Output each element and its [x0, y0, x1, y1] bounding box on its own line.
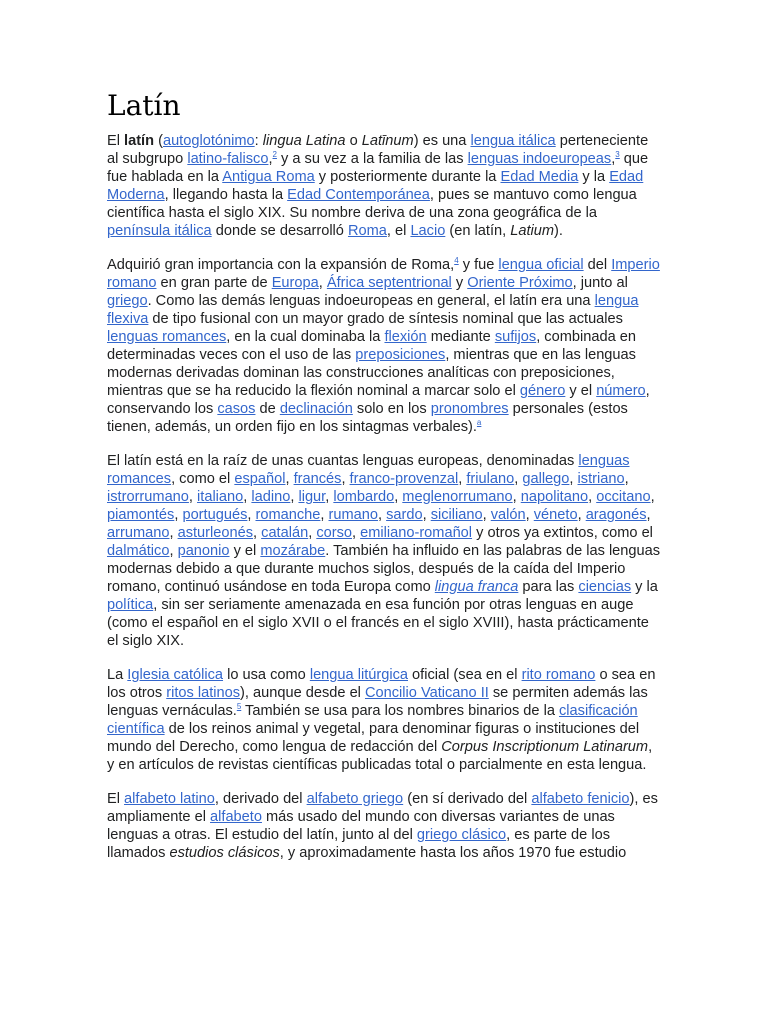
link-romanche[interactable]: romanche: [255, 507, 321, 523]
link-asturleones[interactable]: asturleonés: [177, 525, 254, 541]
link-africa-septentrional[interactable]: África septentrional: [326, 275, 452, 291]
link-italiano[interactable]: italiano: [197, 489, 244, 505]
link-lacio[interactable]: Lacio: [410, 223, 446, 239]
link-genero[interactable]: género: [519, 383, 566, 399]
link-rumano[interactable]: rumano: [328, 507, 378, 523]
link-lengua-oficial[interactable]: lengua oficial: [498, 257, 584, 273]
link-alfabeto-fenicio[interactable]: alfabeto fenicio: [531, 791, 630, 807]
link-alfabeto-griego[interactable]: alfabeto griego: [306, 791, 404, 807]
link-edad-media[interactable]: Edad Media: [500, 169, 579, 185]
page-title: Latín: [107, 89, 181, 122]
link-lenguas-indoeuropeas[interactable]: lenguas indoeuropeas: [467, 151, 612, 167]
link-valon[interactable]: valón: [490, 507, 526, 523]
link-latino-falisco[interactable]: latino-falisco: [187, 151, 269, 167]
link-portugues[interactable]: portugués: [182, 507, 248, 523]
footnote-ref[interactable]: 4: [454, 256, 459, 266]
article: [107, 88, 663, 878]
link-rito-romano[interactable]: rito romano: [521, 667, 596, 683]
paragraph-2: Adquirió gran importancia con la expansión de Roma,$^4$ y fue lengua oficial del Imperio romano en gran parte de Europa, África septentrional y Oriente Próximo, junto al griego. Como las demás lenguas indoeuropeas en general, el latín era una lengua flexiva de tipo fusional con un mayor grado de síntesis nominal que las actuales lenguas romances, en la cual dominaba la flexión mediante sufijos, combinada en determinadas veces con el uso de las preposiciones, mientras que en las lenguas modernas derivadas dominan las construcciones analíticas con preposiciones, mientras que se ha reducido la flexión nominal a marcar solo el género y el número, conservando los casos de declinación solo en los pronombres personales (estos tienen, además, un orden fijo en los sintagmas verbales).$^a$: [107, 256, 660, 435]
link-declinacion[interactable]: declinación: [279, 401, 353, 417]
link-peninsula-italica[interactable]: península itálica: [107, 223, 212, 239]
footnote-ref[interactable]: 3: [615, 150, 620, 160]
link-lombardo[interactable]: lombardo: [333, 489, 395, 505]
link-franco-provenzal[interactable]: franco-provenzal: [349, 471, 459, 487]
link-frances[interactable]: francés: [293, 471, 342, 487]
link-europa[interactable]: Europa: [271, 275, 319, 291]
link-lengua-liturgica[interactable]: lengua litúrgica: [309, 667, 408, 683]
link-pronombres[interactable]: pronombres: [430, 401, 509, 417]
link-ladino[interactable]: ladino: [251, 489, 291, 505]
link-ligur[interactable]: ligur: [298, 489, 326, 505]
bold-term: latín: [124, 133, 155, 149]
link-iglesia-catolica[interactable]: Iglesia católica: [127, 667, 224, 683]
link-mozarabe[interactable]: mozárabe: [260, 543, 326, 559]
link-dalmatico[interactable]: dalmático: [107, 543, 170, 559]
link-ciencias[interactable]: ciencias: [578, 579, 632, 595]
link-gallego[interactable]: gallego: [522, 471, 570, 487]
link-espanol[interactable]: español: [234, 471, 286, 487]
link-concilio-vaticano-ii[interactable]: Concilio Vaticano II: [364, 685, 489, 701]
paragraph-5: El alfabeto latino, derivado del alfabeto griego (en sí derivado del alfabeto fenicio), es ampliamente el alfabeto más usado del mundo con diversas variantes de unas lenguas a otras. El estudio del latín, junto al del griego clásico, es parte de los llamados estudios clásicos, y aproximadamente hasta los años 1970 fue estudio: [107, 791, 658, 861]
footnote-ref[interactable]: a: [476, 418, 482, 428]
link-corso[interactable]: corso: [316, 525, 352, 541]
link-edad-moderna[interactable]: Edad Moderna: [107, 169, 644, 203]
link-veneto[interactable]: véneto: [533, 507, 578, 523]
link-lengua-italica[interactable]: lengua itálica: [470, 133, 556, 149]
link-panonio[interactable]: panonio: [177, 543, 230, 559]
link-oriente-proximo[interactable]: Oriente Próximo: [467, 275, 573, 291]
link-roma[interactable]: Roma: [347, 223, 387, 239]
link-friulano[interactable]: friulano: [466, 471, 515, 487]
link-flexion[interactable]: flexión: [384, 329, 427, 345]
link-politica[interactable]: política: [107, 597, 154, 613]
link-napolitano[interactable]: napolitano: [520, 489, 589, 505]
link-preposiciones[interactable]: preposiciones: [355, 347, 446, 363]
link-alfabeto-latino[interactable]: alfabeto latino: [124, 791, 215, 807]
link-griego-clasico[interactable]: griego clásico: [416, 827, 507, 843]
link-ritos-latinos[interactable]: ritos latinos: [166, 685, 241, 701]
link-lenguas-romances[interactable]: lenguas romances: [107, 329, 227, 345]
link-istriano[interactable]: istriano: [577, 471, 625, 487]
link-istrorrumano[interactable]: istrorrumano: [107, 489, 189, 505]
paragraph-1: El latín (autoglotónimo: lingua Latina o Latīnum) es una lengua itálica perteneciente al subgrupo latino-falisco,$^2$ y a su vez a la familia de las lenguas indoeuropeas,$^3$ que fue hablada en la Antigua Roma y posteriormente durante la Edad Media y la Edad Moderna, llegando hasta la Edad Contemporánea, pues se mantuvo como lengua científica hasta el siglo XIX. Su nombre deriva de una zona geográfica de la península itálica donde se desarrolló Roma, el Lacio (en latín, Latium).: [107, 133, 649, 239]
link-lenguas-romances[interactable]: lenguas romances: [107, 453, 630, 487]
footnote-ref[interactable]: 2: [272, 150, 277, 160]
link-alfabeto[interactable]: alfabeto: [210, 809, 262, 825]
link-autoglotonimo[interactable]: autoglotónimo: [162, 133, 255, 149]
link-catalan[interactable]: catalán: [261, 525, 309, 541]
link-imperio-romano[interactable]: Imperio romano: [107, 257, 660, 291]
footnote-ref[interactable]: 5: [236, 702, 242, 712]
link-siciliano[interactable]: siciliano: [430, 507, 483, 523]
link-lingua-franca[interactable]: lingua franca: [434, 579, 519, 595]
link-piamontes[interactable]: piamontés: [107, 507, 175, 523]
link-sardo[interactable]: sardo: [386, 507, 423, 523]
link-casos[interactable]: casos: [217, 401, 256, 417]
link-aragones[interactable]: aragonés: [585, 507, 647, 523]
link-edad-contemporanea[interactable]: Edad Contemporánea: [287, 187, 430, 203]
paragraph-3: El latín está en la raíz de unas cuantas lenguas europeas, denominadas lenguas romances, como el español, francés, franco-provenzal, friulano, gallego, istriano, istrorrumano, italiano, ladino, ligur, lombardo, meglenorrumano, napolitano, occitano, piamontés, portugués, romanche, rumano, sardo, siciliano, valón, véneto, aragonés, arrumano, asturleonés, catalán, corso, emiliano-romañol y otros ya extintos, como el dalmático, panonio y el mozárabe. También ha influido en las palabras de las lenguas modernas debido a que durante muchos siglos, después de la caída del Imperio romano, continuó usándose en toda Europa como lingua franca para las ciencias y la política, sin ser seriamente amenazada en esa función por otras lenguas en auge (como el español en el siglo XVII o el francés en el siglo XVIII), hasta prácticamente el siglo XIX.: [107, 453, 661, 649]
link-occitano[interactable]: occitano: [596, 489, 651, 505]
link-meglenorrumano[interactable]: meglenorrumano: [402, 489, 513, 505]
link-emiliano-romanol[interactable]: emiliano-romañol: [360, 525, 473, 541]
link-lengua-flexiva[interactable]: lengua flexiva: [107, 293, 639, 327]
paragraph-4: La Iglesia católica lo usa como lengua litúrgica oficial (sea en el rito romano o sea en los otros ritos latinos), aunque desde el Concilio Vaticano II se permiten además las lenguas vernáculas.$^5$ También se usa para los nombres binarios de la clasificación científica de los reinos animal y vegetal, para denominar figuras o instituciones del mundo del Derecho, como lengua de redacción del Corpus Inscriptionum Latinarum, y en artículos de revistas científicas publicadas total o parcialmente en esta lengua.: [107, 667, 656, 773]
link-antigua-roma[interactable]: Antigua Roma: [222, 169, 315, 185]
link-griego[interactable]: griego: [107, 293, 148, 309]
link-numero[interactable]: número: [596, 383, 646, 399]
link-sufijos[interactable]: sufijos: [494, 329, 537, 345]
link-clasificacion-cientifica[interactable]: clasificación científica: [107, 703, 638, 737]
link-arrumano[interactable]: arrumano: [107, 525, 170, 541]
